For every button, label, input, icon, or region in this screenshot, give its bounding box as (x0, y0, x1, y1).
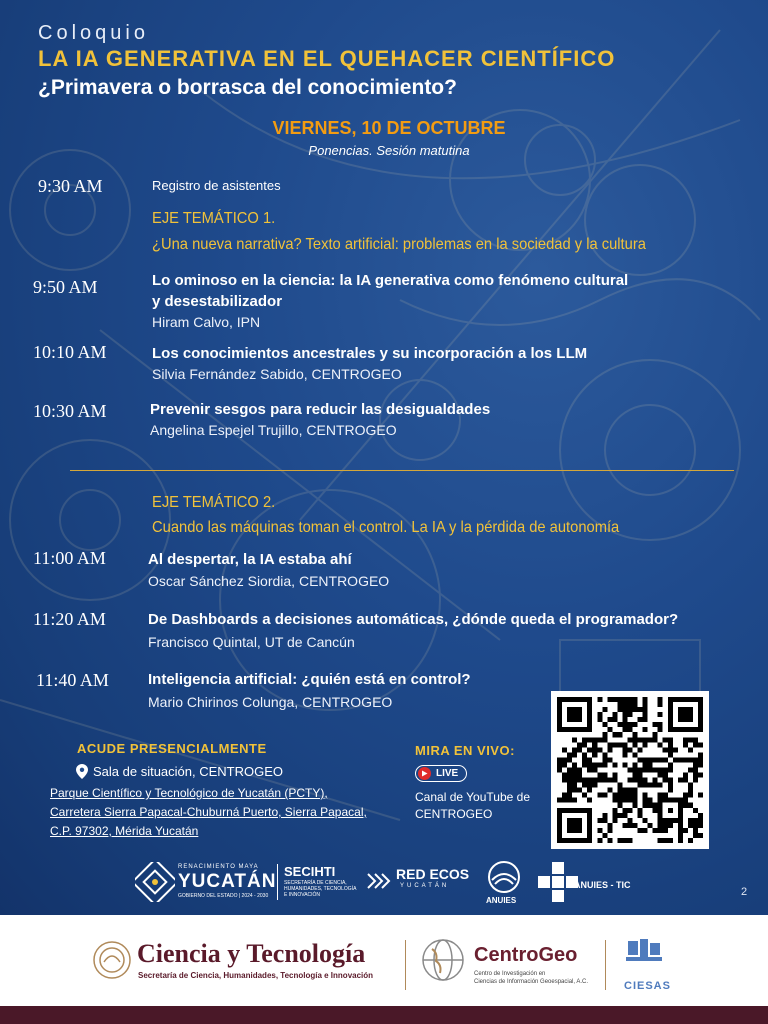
talk-speaker: Oscar Sánchez Siordia, CENTROGEO (148, 573, 390, 589)
talk-title-cont: y desestabilizador (152, 293, 283, 310)
live-heading: MIRA EN VIVO: (415, 743, 515, 758)
talk-time: 9:50 AM (33, 277, 98, 297)
ciencia-sub: Secretaría de Ciencia, Humanidades, Tecnología e Innovación (138, 971, 374, 980)
youtube-channel-name: CENTROGEO (415, 807, 493, 821)
ciesas-logo-icon (622, 935, 666, 984)
centrogeo-globe-icon (420, 937, 466, 988)
registration-label: Registro de asistentes (152, 178, 281, 193)
yucatan-wordmark: YUCATÁN (178, 871, 277, 892)
anuies-tic-wordmark: ANUIES - TIC (574, 880, 631, 890)
page-number: 2 (741, 886, 748, 898)
talk-time: 10:30 AM (33, 401, 107, 421)
address-line[interactable]: Parque Científico y Tecnológico de Yucatán (PCTY), (50, 786, 328, 800)
secihti-sub-line: HUMANIDADES, TECNOLOGÍA (284, 886, 357, 892)
talk-time: 11:20 AM (33, 609, 106, 629)
live-label: LIVE (436, 768, 459, 779)
youtube-channel: Canal de YouTube de (415, 790, 530, 804)
play-icon (418, 767, 431, 780)
secihti-sub-line: E INNOVACIÓN (284, 892, 321, 898)
centrogeo-sub-line: Centro de Investigación en (474, 971, 546, 977)
address-line[interactable]: Carretera Sierra Papacal-Chuburná Puerto, Sierra Papacal, (50, 805, 367, 819)
talk-speaker: Hiram Calvo, IPN (152, 314, 261, 330)
talk-title: Al despertar, la IA estaba ahí (148, 551, 352, 568)
anuies-logo-icon (484, 860, 524, 899)
talk-time: 10:10 AM (33, 342, 107, 362)
talk-time: 11:00 AM (33, 548, 106, 568)
event-title: LA IA GENERATIVA EN EL QUEHACER CIENTÍFICO (38, 46, 616, 71)
talk-title: De Dashboards a decisiones automáticas, ¿dónde queda el programador? (148, 611, 679, 628)
anuies-wordmark: ANUIES (486, 896, 517, 905)
event-kicker: Coloquio (38, 22, 149, 44)
section-divider (70, 470, 734, 471)
secihti-wordmark: SECIHTI (284, 864, 336, 879)
axis1-title: ¿Una nueva narrativa? Texto artificial: problemas en la sociedad y la cultura (152, 236, 646, 253)
red-ecos-sub: YUCATÁN (400, 883, 450, 889)
talk-speaker: Angelina Espejel Trujillo, CENTROGEO (150, 422, 397, 438)
footer-bar (0, 1006, 768, 1024)
location-pin-icon (76, 764, 88, 784)
ciesas-wordmark: CIESAS (624, 980, 671, 992)
address-line[interactable]: C.P. 97302, Mérida Yucatán (50, 824, 199, 838)
venue-name: Sala de situación, CENTROGEO (93, 764, 284, 779)
talk-time: 11:40 AM (36, 670, 109, 690)
mexico-seal-icon (92, 940, 132, 985)
red-ecos-icon (366, 872, 392, 895)
centrogeo-sub-line: Ciencias de Información Geoespacial, A.C. (474, 979, 589, 985)
attend-heading: ACUDE PRESENCIALMENTE (77, 741, 267, 756)
footer-separator (605, 940, 606, 990)
talk-title: Prevenir sesgos para reducir las desigualdades (150, 401, 491, 418)
yucatan-top: RENACIMIENTO MAYA (178, 864, 259, 870)
live-badge[interactable] (415, 765, 467, 782)
talk-title: Los conocimientos ancestrales y su incorporación a los LLM (152, 345, 588, 362)
axis2-title: Cuando las máquinas toman el control. La IA y la pérdida de autonomía (152, 519, 620, 536)
centrogeo-wordmark: CentroGeo (474, 944, 578, 966)
talk-title: Lo ominoso en la ciencia: la IA generativa como fenómeno cultural (152, 272, 629, 289)
centrogeo-sub (474, 970, 588, 986)
red-ecos-wordmark: RED ECOS (396, 866, 470, 882)
ciencia-wordmark: Ciencia y Tecnología (137, 939, 366, 968)
registration-time: 9:30 AM (38, 176, 103, 196)
talk-speaker: Silvia Fernández Sabido, CENTROGEO (152, 366, 402, 382)
anuies-tic-icon (538, 862, 578, 907)
event-date: VIERNES, 10 DE OCTUBRE (272, 118, 506, 138)
footer-separator (405, 940, 406, 990)
talk-speaker: Francisco Quintal, UT de Cancún (148, 634, 355, 650)
qr-code[interactable] (551, 691, 709, 849)
axis2-label: EJE TEMÁTICO 2. (152, 494, 276, 511)
secihti-sub-line: SECRETARÍA DE CIENCIA, (284, 880, 347, 886)
axis1-label: EJE TEMÁTICO 1. (152, 210, 276, 227)
session-label: Ponencias. Sesión matutina (308, 143, 470, 158)
logo-separator (277, 864, 278, 900)
yucatan-sub: GOBIERNO DEL ESTADO | 2024 - 2030 (178, 893, 269, 899)
event-subtitle: ¿Primavera o borrasca del conocimiento? (38, 76, 457, 99)
secihti-sub (284, 880, 356, 898)
talk-speaker: Mario Chirinos Colunga, CENTROGEO (148, 694, 393, 710)
yucatan-logo-icon (135, 862, 175, 902)
qr-code-graphic (557, 697, 703, 843)
talk-title: Inteligencia artificial: ¿quién está en control? (148, 671, 471, 688)
